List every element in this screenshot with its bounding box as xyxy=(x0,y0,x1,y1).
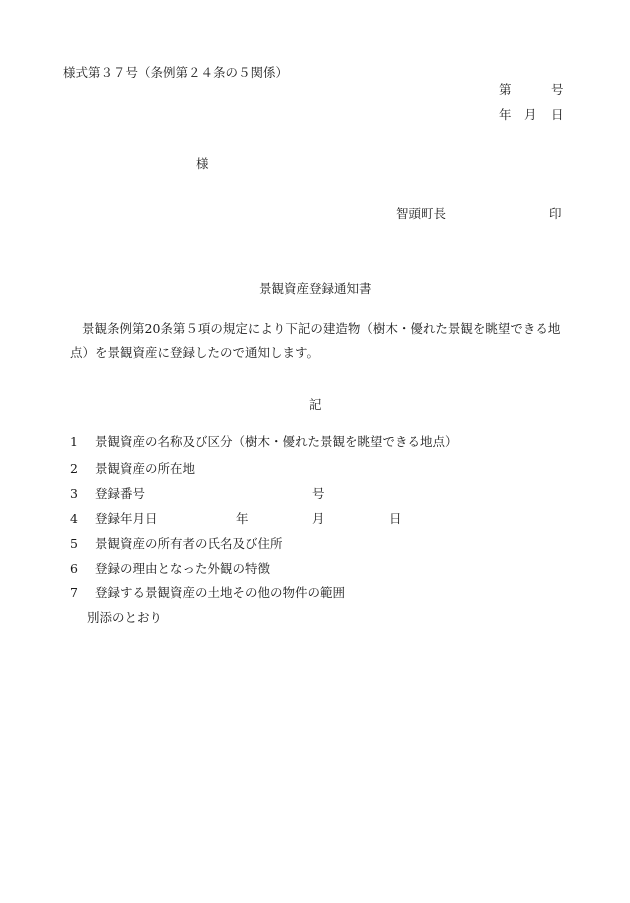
form-number: 様式第３７号（条例第２４条の５関係） xyxy=(63,65,289,80)
item-year: 年 xyxy=(236,511,249,526)
item-text: 景観資産の名称及び区分（樹木・優れた景観を眺望できる地点） xyxy=(95,434,458,449)
item-text: 登録の理由となった外観の特徴 xyxy=(95,561,271,576)
item-number: 6 xyxy=(70,561,78,576)
seal-mark: 印 xyxy=(549,206,562,221)
item-text: 登録番号 xyxy=(95,486,146,501)
item-number: 2 xyxy=(70,461,78,476)
document-title: 景観資産登録通知書 xyxy=(259,281,372,296)
item-number: 4 xyxy=(70,511,78,526)
doc-number-dai: 第 xyxy=(499,82,512,97)
item-number: 5 xyxy=(70,536,78,551)
body-line-1: 景観条例第20条第５項の規定により下記の建造物（樹木・優れた景観を眺望できる地 xyxy=(82,321,561,336)
date-month: 月 xyxy=(524,107,537,122)
list-item xyxy=(0,561,630,577)
list-item xyxy=(0,434,630,450)
date-day: 日 xyxy=(551,107,564,122)
item-number: 3 xyxy=(70,486,78,501)
addressee-suffix: 様 xyxy=(196,156,209,171)
list-item xyxy=(0,461,630,477)
attachment-note: 別添のとおり xyxy=(87,610,163,625)
item-number: 7 xyxy=(70,585,78,600)
item-day: 日 xyxy=(389,511,402,526)
list-item xyxy=(0,486,630,502)
item-text: 登録する景観資産の土地その他の物件の範囲 xyxy=(95,585,346,600)
item-text: 登録年月日 xyxy=(95,511,158,526)
body-line-2: 点）を景観資産に登録したので通知します。 xyxy=(70,345,320,360)
ki-marker: 記 xyxy=(309,397,322,412)
item-text: 景観資産の所有者の氏名及び住所 xyxy=(95,536,283,551)
doc-number-go: 号 xyxy=(551,82,564,97)
date-year: 年 xyxy=(499,107,512,122)
list-item xyxy=(0,536,630,552)
item-number: 1 xyxy=(70,434,78,449)
item-text: 景観資産の所在地 xyxy=(95,461,196,476)
item-month: 月 xyxy=(312,511,325,526)
item-suffix-go: 号 xyxy=(312,486,325,501)
list-item xyxy=(0,585,630,601)
sender-title: 智頭町長 xyxy=(396,206,447,221)
list-item xyxy=(0,511,630,527)
